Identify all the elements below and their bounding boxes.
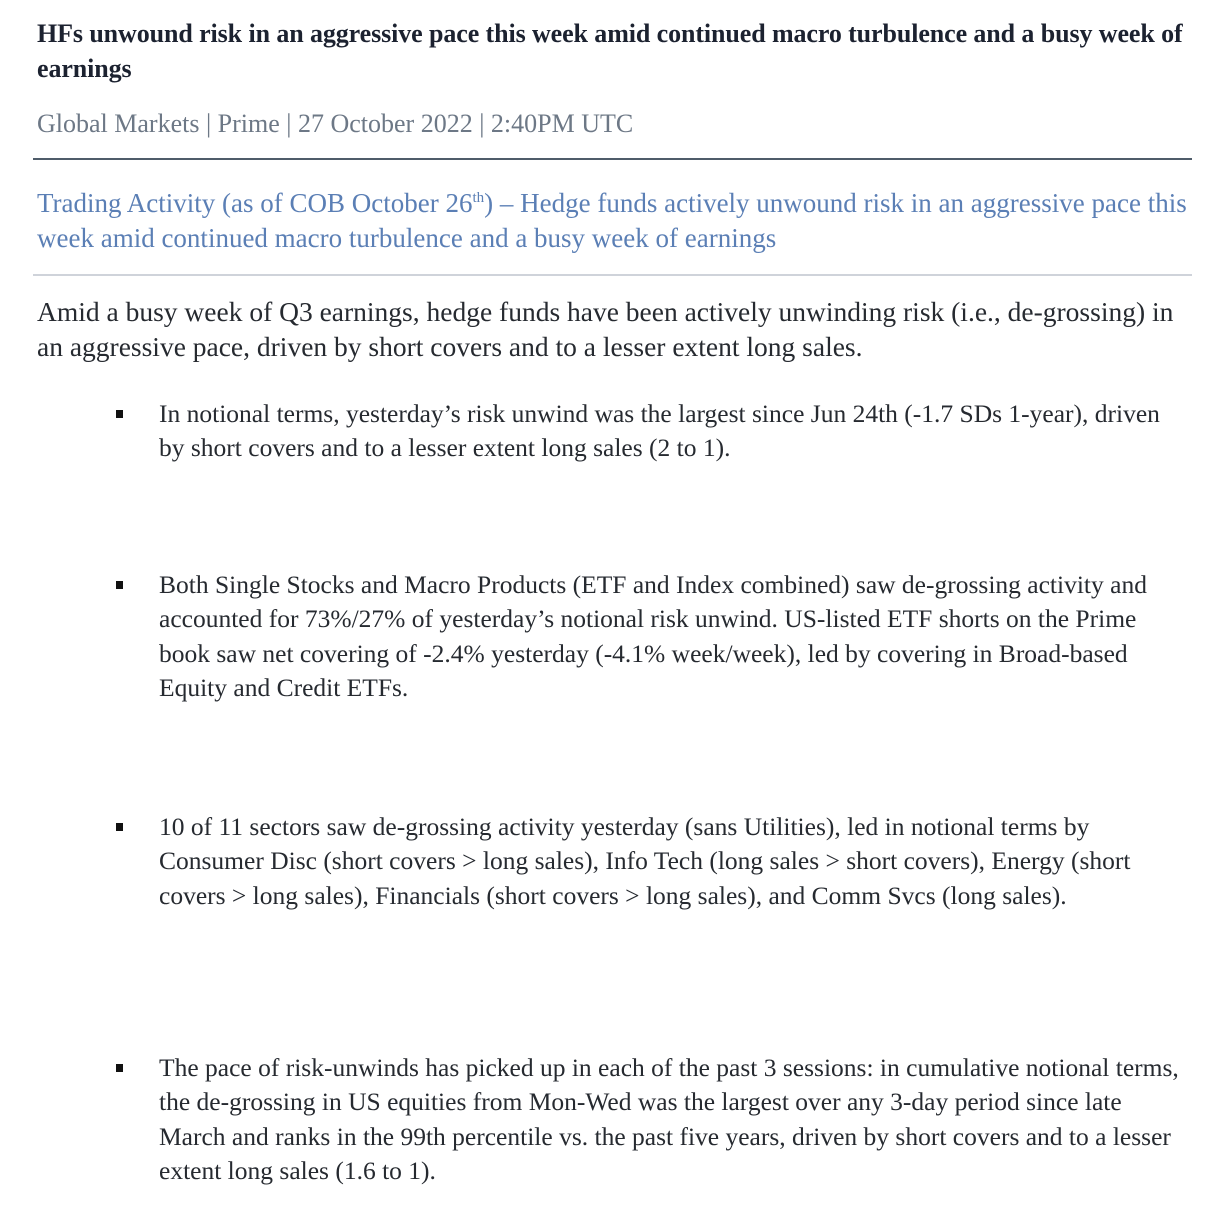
bullet-text: 10 of 11 sectors saw de-grossing activity yesterday (sans Utilities), led in notional terms by Consumer Disc (short covers > long sales), Info Tech (long sales > short covers), Energy (short covers > long sales), Financials (short covers > long sales), and Comm Svcs (long sales). <box>159 812 1131 910</box>
bullet-text: The pace of risk-unwinds has picked up in each of the past 3 sessions: in cumulative notional terms, the de-grossing in US equities from Mon-Wed was the largest over any 3-day period since late March and ranks in the 99th percentile vs. the past five years, driven by short covers and to a lesser extent long sales (1.6 to 1). <box>159 1053 1179 1185</box>
section-heading-prefix: Trading Activity (as of COB October 26 <box>37 188 473 218</box>
section-heading-suffix: ) – Hedge funds actively unwound risk in an aggressive pace this week amid continued macro turbulence and a busy week of earnings <box>37 188 1187 253</box>
square-bullet-icon <box>116 410 123 418</box>
header-divider <box>33 158 1192 160</box>
section-heading-superscript: th <box>472 190 485 206</box>
intro-paragraph: Amid a busy week of Q3 earnings, hedge funds have been actively unwinding risk (i.e., de-grossing) in an aggressive pace, driven by short covers and to a lesser extent long sales. <box>37 296 1174 362</box>
section-divider <box>33 274 1192 276</box>
section-heading <box>37 186 1197 256</box>
document-meta: Global Markets | Prime | 27 October 2022 | 2:40PM UTC <box>37 109 634 138</box>
square-bullet-icon <box>116 823 123 831</box>
bullet-text: In notional terms, yesterday’s risk unwind was the largest since Jun 24th (-1.7 SDs 1-year), driven by short covers and to a lesser extent long sales (2 to 1). <box>159 399 1160 463</box>
square-bullet-icon <box>116 1064 123 1072</box>
bullet-text: Both Single Stocks and Macro Products (ETF and Index combined) saw de-grossing activity and accounted for 73%/27% of yesterday’s notional risk unwind. US-listed ETF shorts on the Prime book saw net covering of -2.4% yesterday (-4.1% week/week), led by covering in Broad-based Equity and Credit ETFs. <box>159 570 1147 702</box>
document-title: HFs unwound risk in an aggressive pace this week amid continued macro turbulence and a busy week of earnings <box>37 19 1183 83</box>
square-bullet-icon <box>116 581 123 589</box>
